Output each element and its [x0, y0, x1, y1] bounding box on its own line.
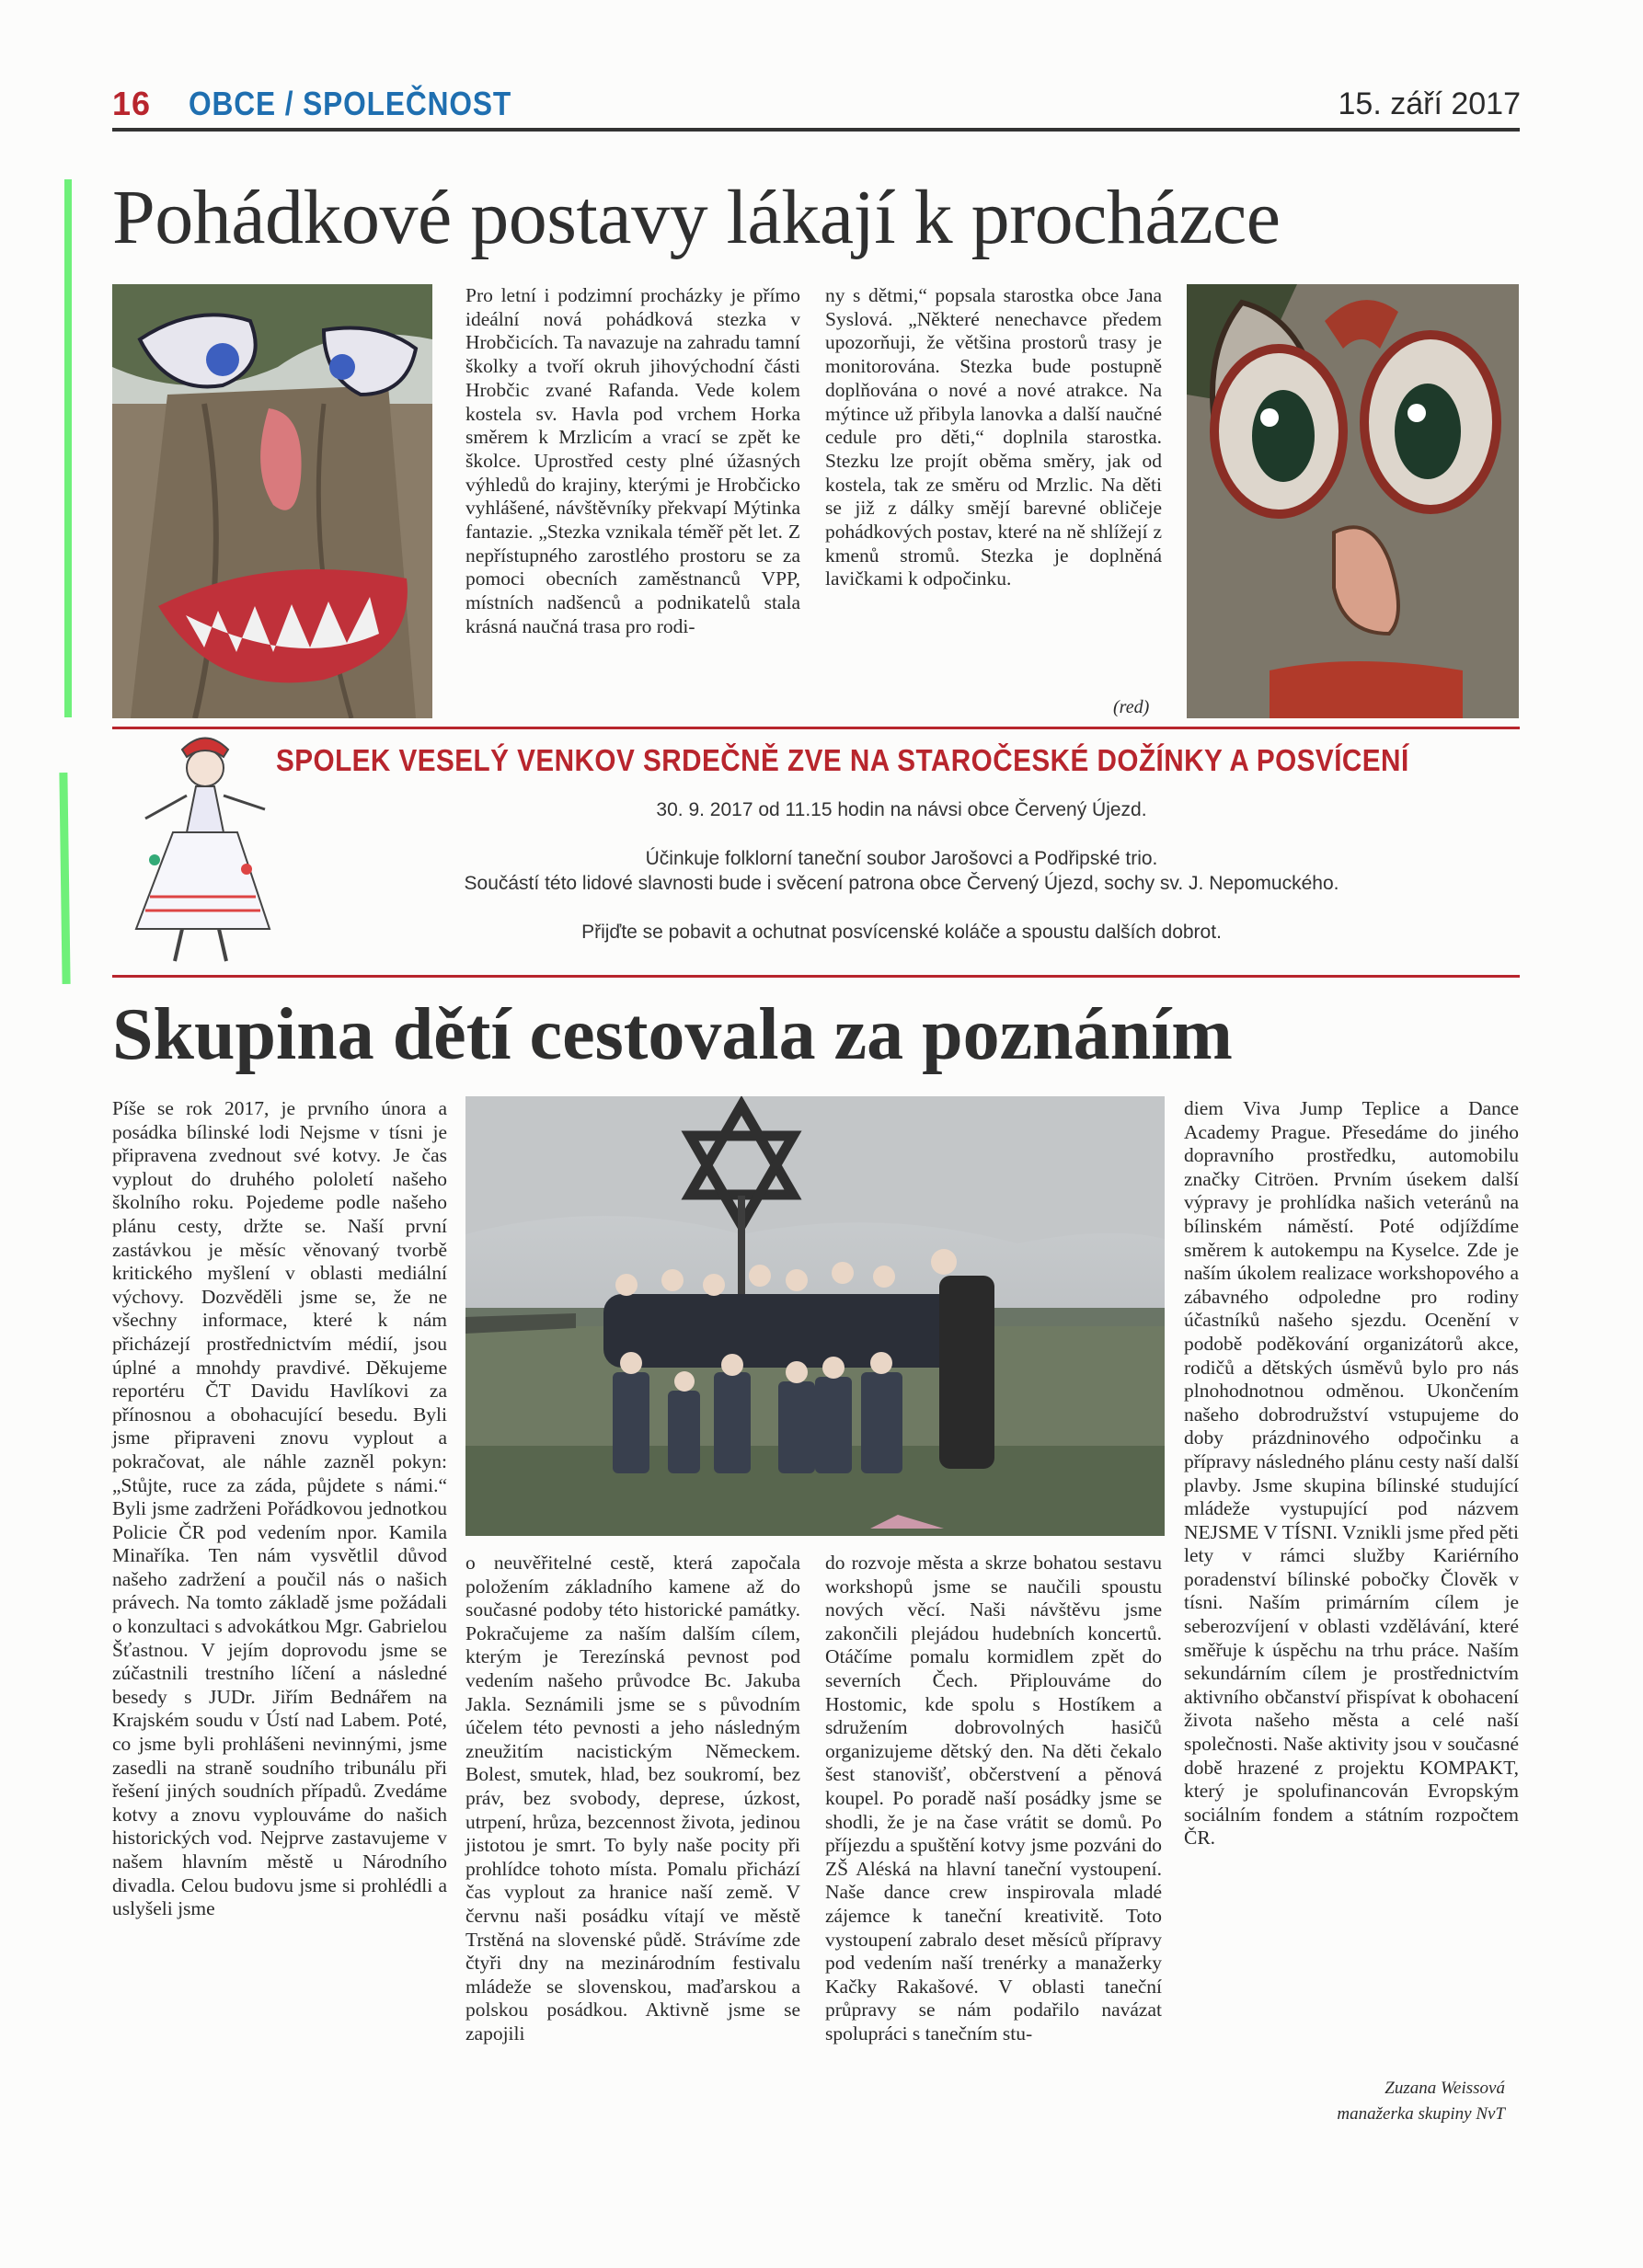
author-role: manažerka skupiny NvT — [1337, 2104, 1505, 2124]
article1-headline: Pohádkové postavy lákají k procházce — [112, 175, 1281, 260]
wooden-face-illustration — [1187, 284, 1519, 718]
article2-text-2: o neuvěřitelné cestě, která započala položením základního kamene až do současné podoby této historické památky. Pokračujeme za naším dalším cílem, kterým je Terezínská pevnost pod vedením našeho průvodce Bc. Jakuba Jakla. Seznámili jsme se s původním účelem této pevnosti a jeho následným zneužitím nacistickým Německem. Bolest, smutek, hlad, bez soukromí, bez práv, bez svobody, deprese, úzkost, utrpení, hrůza, bezcennost života, jedinou jistotou je smrt. To byly naše pocity při prohlídce tohoto místa. Pomalu přichází čas vyplout za hranice naší země. V červnu naši posádku vítají ve městě Trstěná na slovenské půdě. Strávíme zde čtyři dny na mezinárodním festivalu mládeže se slovenskou, maďarskou a polskou posádkou. Aktivně jsme se zapojili — [465, 1552, 800, 2045]
group-photo-terezin — [465, 1096, 1165, 1536]
article2-text-3: do rozvoje města a skrze bohatou sestavu workshopů jsme se naučili spoustu nových věcí. Naši návštěvu jsme zakončili plejádou hudebních koncertů. Otáčíme pomalu kormidlem zpět do severních Čech. Připlouváme do Hostomic, kde spolu s Hostíkem a sdružením dobrovolných hasičů organizujeme dětský den. Na děti čekalo šest stanovišť, občerstvení a pěnová koupel. Po poradě naší posádky jsme se shodli, že je na čase vrátit se domů. Po příjezdu a spuštění kotvy jsme pozváni do ZŠ Aléská na hlavní taneční vystoupení. Naše dance crew inspirovala mladé zájemce k taneční kreativitě. Toto vystoupení zabralo deset měsíců přípravy pod vedením naší trenérky a manažerky Kačky Rakašové. V oblasti taneční průpravy se nám podařilo navázat spolupráci s tanečním stu- — [825, 1552, 1162, 2045]
author-name: Zuzana Weissová — [1384, 2079, 1505, 2098]
article1-text-2: ny s dětmi,“ popsala starostka obce Jana Syslová. „Některé nenechavce předem upozorňuji, že většina prostorů trasy je monitorována. Stezka bude postupně doplňována o nové a nové atrakce. Na mýtince už přibyla lanovka a další naučné cedule pro děti,“ doplnila starostka. Stezku lze projít oběma směry, jak od kostela, tak ze směru od Mrzlic. Na děti se již z dálky smějí barevné obličeje pohádkových postav, které na ně shlížejí z kmenů stromů. Stezka je doplněná lavičkami k odpočinku. — [825, 284, 1162, 590]
banner-line-performers: Účinkuje folklorní taneční soubor Jarošovci a Podřipské trio. — [645, 848, 1158, 869]
header-rule — [112, 128, 1520, 132]
article1-column-1 — [465, 284, 800, 639]
highlighter-mark-top — [64, 179, 72, 717]
article2-column-1 — [112, 1097, 447, 1921]
article2-column-4 — [1184, 1097, 1519, 1850]
article2-text-4: diem Viva Jump Teplice a Dance Academy Prague. Přesedáme do jiného dopravního prostředku, automobilu značky Citröen. Prvním úsekem další výpravy je prohlídka našich veteránů na bílinském náměstí. Poté odjíždíme směrem k autokempu na Kyselce. Zde je naším úkolem realizace workshopového a zábavného odpoledne pro rodiny účastníků našeho sjezdu. Ocenění v podobě poděkování organizátorů akce, rodičů a dětských úsměvů bylo pro nás plnohodnotnou odměnou. Ukončením našeho dobrodružství vstupujeme do doby prázdninového odpočinku a přípravy následného plánu cesty naší další plavby. Jsme skupina bílinské studující mládeže vystupující pod názvem NEJSME V TÍSNI. Vznikli jsme před pěti lety v rámci služby Kariérního poradenství bílinské pobočky Člověk v tísni. Naším primárním cílem je seberozvíjení v oblasti vzdělávání, které směřuje k úspěchu na trhu práce. Naším sekundárním cílem je prostřednictvím aktivního občanství přispívat k obohacení života našeho města a celé naší společnosti. Naše aktivity jsou v současné době hrazené z projektu KOMPAKT, který je spolufinancován Evropským sociálním fondem a státním rozpočtem ČR. — [1184, 1097, 1519, 1850]
banner-date-line: 30. 9. 2017 od 11.15 hodin na návsi obce Červený Újezd. — [656, 799, 1147, 820]
article1-text-1: Pro letní i podzimní procházky je přímo ideální nová pohádková stezka v Hrobčicích. Ta navazuje na zahradu tamní školky a tvoří okruh jihovýchodní části Hrobčic zvané Rafanda. Vede kolem kostela sv. Havla pod vrchem Horka směrem k Mrzlicím a vrací se zpět ke školce. Uprostřed cesty plné úžasných výhledů do krajiny, kterými je Hrobčicko vyhlášené, návštěvníky překvapí Mýtinka fantazie. „Stezka vznikala téměř pět let. Z nepřístupného zarostlého prostoru se za pomoci obecních zaměstnanců VPP, místních nadšenců a podnikatelů stala krásná naučná trasa pro rodi- — [465, 284, 800, 637]
issue-date: 15. září 2017 — [1338, 86, 1521, 121]
article2-headline: Skupina dětí cestovala za poznáním — [112, 994, 1233, 1075]
dancer-drawing — [118, 731, 279, 975]
page-number: 16 — [112, 85, 152, 122]
wooden-face-photo-right — [1187, 284, 1519, 718]
article2-text-1: Píše se rok 2017, je prvního února a posádka bílinské lodi Nejsme v tísni je připravena zvednout své kotvy. Je čas vyplout do druhého pololetí našeho školního roku. Pojedeme podle našeho plánu cesty, držte se. Naší první zastávkou je měsíc věnovaný tvorbě kritického myšlení v oblasti mediální výchovy. Dozvěděli jsme se, že ne všechny informace, které k nám přicházejí prostřednictvím médií, jsou úplné a mnohdy pravdivé. Děkujeme reportéru ČT Davidu Havlíkovi za přínosnou a obohacující besedu. Byli jsme připraveni znovu vyplout a pokračovat, ale náhle zazněl pokyn: „Stůjte, ruce za záda, půjdete s námi.“ Byli jsme zadrženi Pořádkovou jednotkou Policie ČR pod vedením npor. Kamila Minaříka. Ten nám vysvětlil důvod našeho zadržení a poučil nás o našich právech. Na tomto základě jsme požádali o konzultaci s advokátkou Mgr. Gabrielou Šťastnou. V jejím doprovodu jsme se zúčastnili trestního líčení a následné besedy s JUDr. Jiřím Bednářem na Krajském soudu v Ústí nad Labem. Poté, co jsme byli prohlášeni nevinnými, jsme zasedli na straně soudního tribunálu při řešení jiných soudních případů. Zvedáme kotvy a znovu vyplouváme do našich historických vod. Nejprve zastavujeme v našem hlavním městě u Národního divadla. Celou budovu jsme si prohlédli a uslyšeli jsme — [112, 1097, 447, 1920]
highlighter-mark-bottom — [59, 773, 70, 984]
article1-column-2 — [825, 284, 1162, 591]
banner-bottom-rule — [112, 975, 1520, 978]
article1-bottom-rule — [112, 727, 1520, 729]
folk-dancer-illustration — [118, 731, 279, 975]
section-title: OBCE / SPOLEČNOST — [189, 85, 512, 122]
group-photo-illustration — [465, 1096, 1165, 1536]
banner-title: SPOLEK VESELÝ VENKOV SRDEČNĚ ZVE NA STAROČESKÉ DOŽÍNKY A POSVÍCENÍ — [276, 743, 1409, 777]
tree-face-illustration — [112, 284, 432, 718]
banner-line-invitation: Přijďte se pobavit a ochutnat posvícenské koláče a spoustu dalších dobrot. — [581, 922, 1222, 943]
banner-line-ceremony: Součástí této lidové slavnosti bude i svěcení patrona obce Červený Újezd, sochy sv. J. Nepomuckého. — [464, 873, 1339, 894]
article1-credit: (red) — [1113, 697, 1150, 717]
article2-column-2 — [465, 1552, 800, 2045]
article2-column-3 — [825, 1552, 1162, 2045]
tree-face-photo-left — [112, 284, 432, 718]
